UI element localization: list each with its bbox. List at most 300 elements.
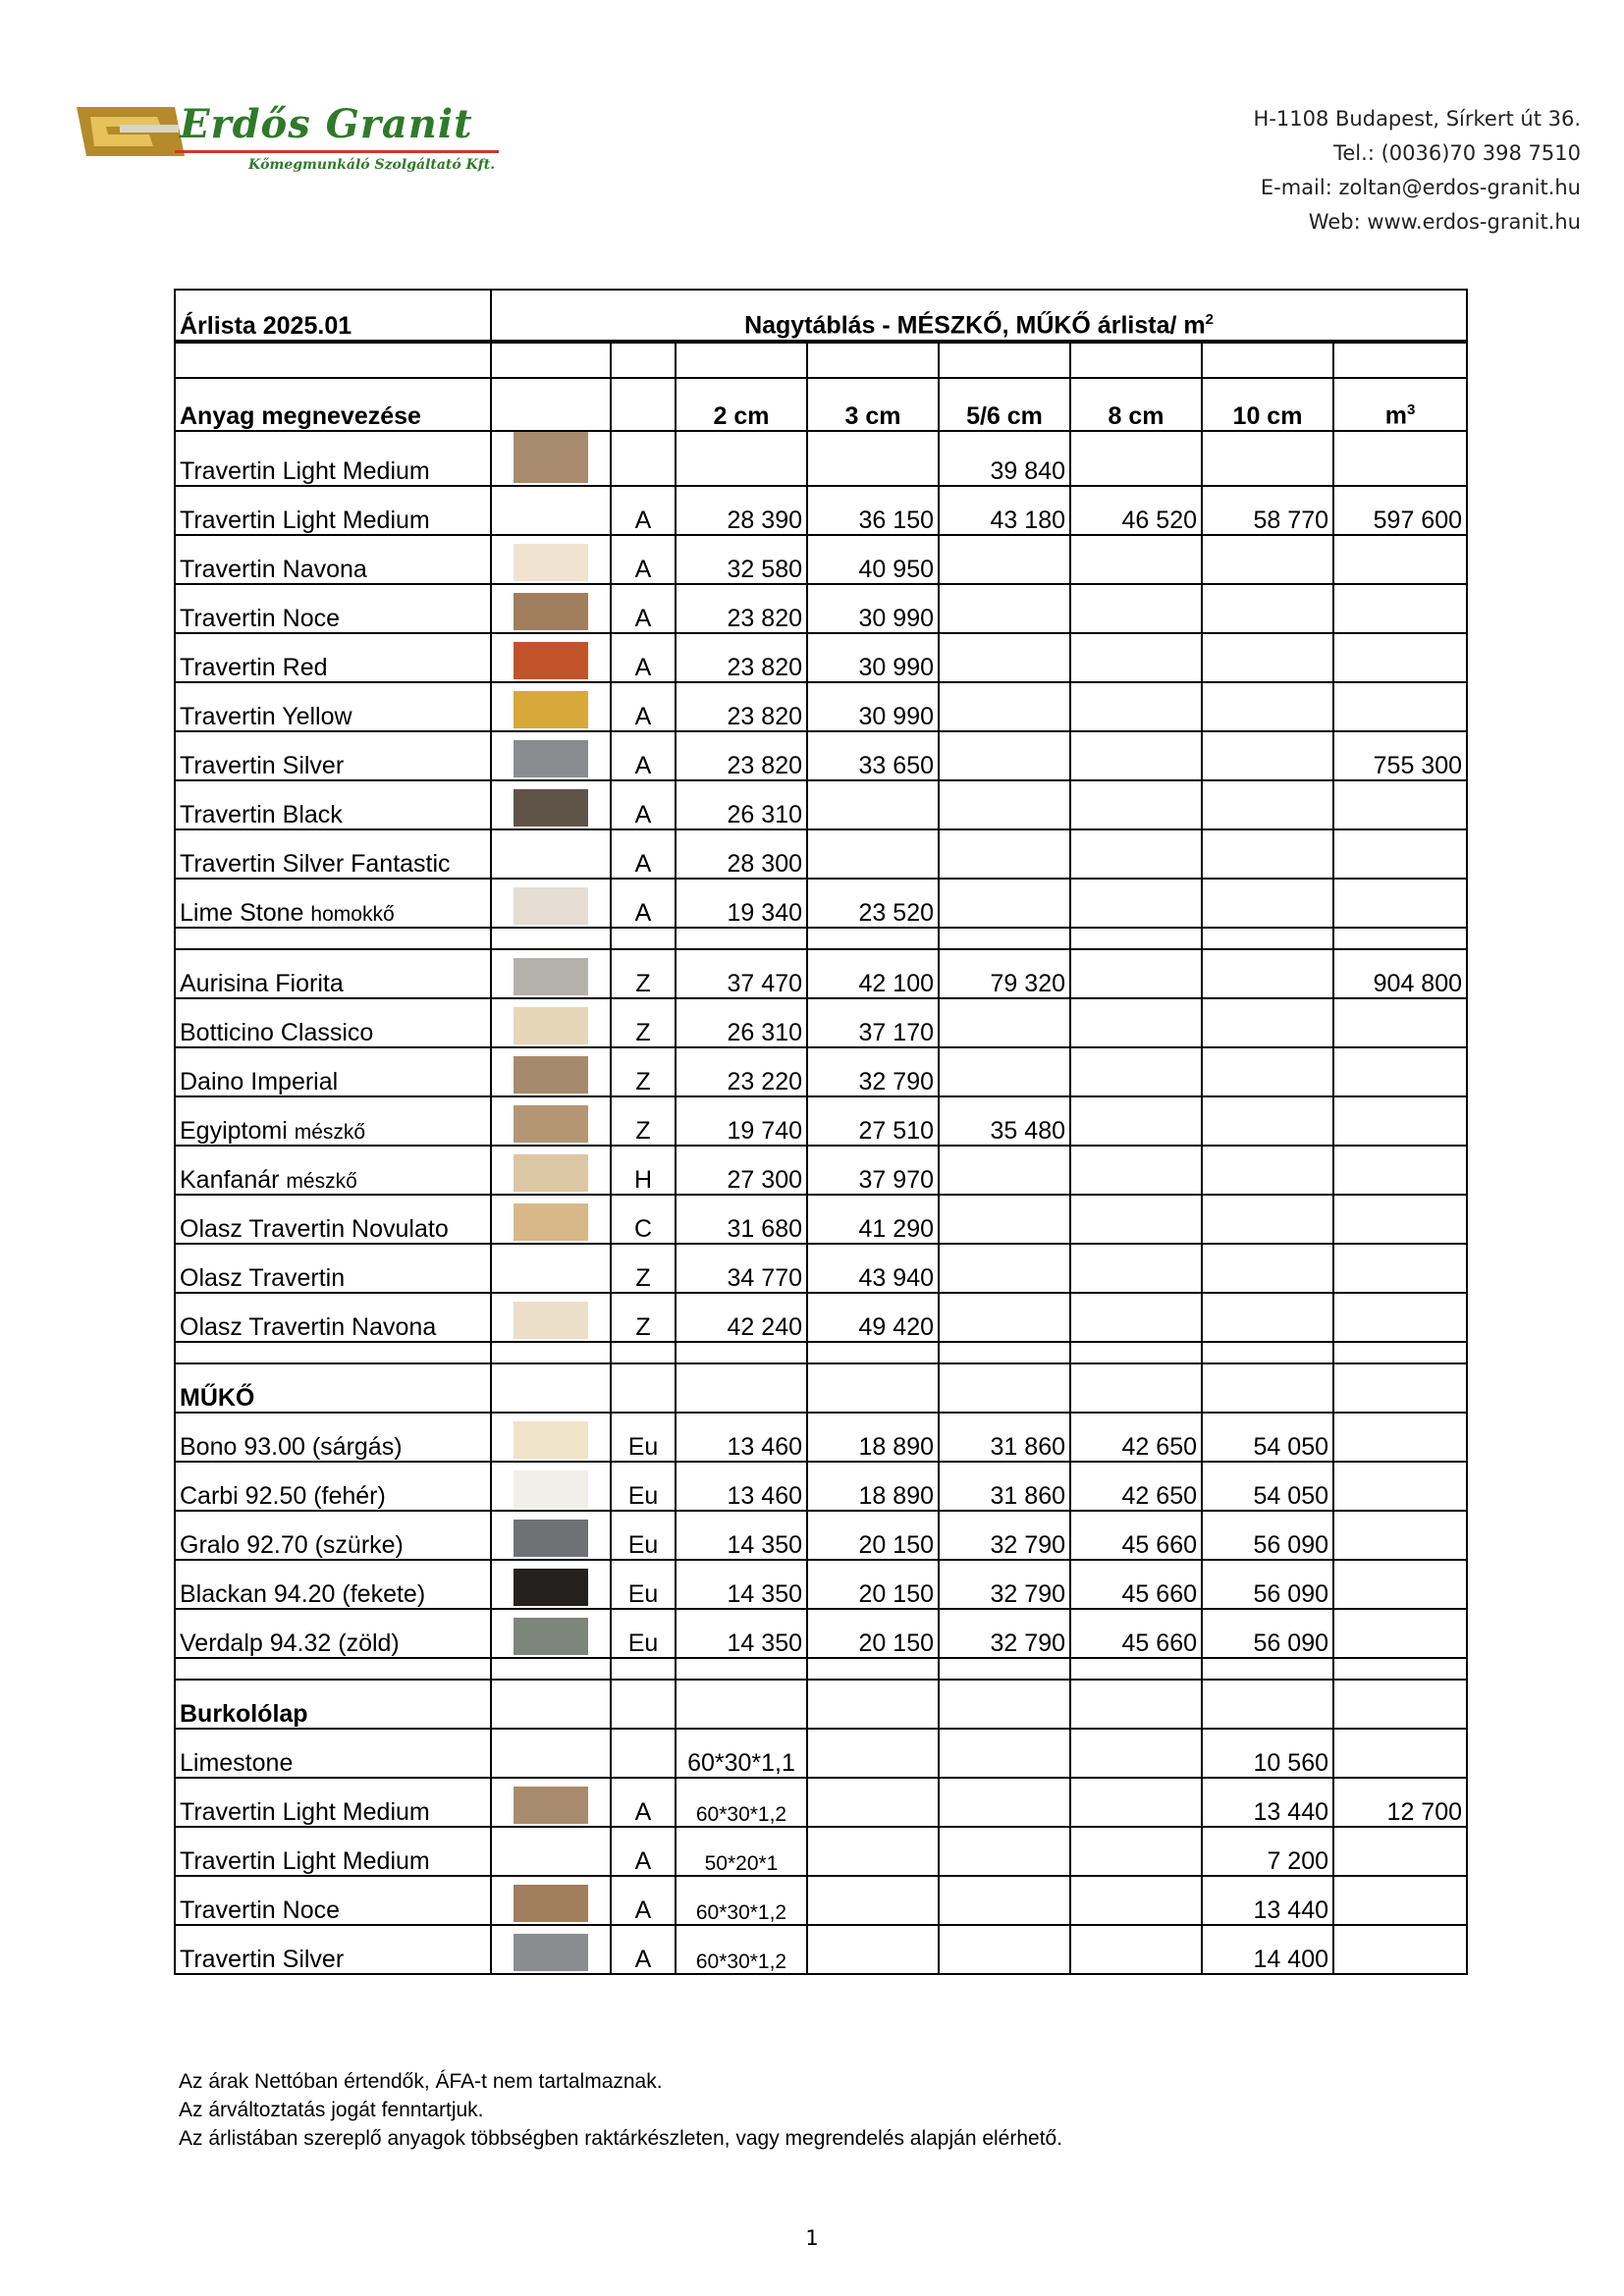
- empty-cell: [1070, 1729, 1202, 1778]
- price-3cm: 20 150: [807, 1560, 939, 1609]
- price-56cm: [939, 535, 1070, 584]
- material-name: [175, 1511, 491, 1560]
- price-10cm: 54 050: [1202, 1413, 1333, 1462]
- price-m3: [1333, 1244, 1467, 1293]
- spacer-row: [175, 342, 1467, 378]
- empty-cell: [1070, 1925, 1202, 1974]
- price-m3: [1333, 1146, 1467, 1195]
- price-10cm: [1202, 633, 1333, 682]
- empty-cell: [1202, 1658, 1333, 1680]
- price-3cm: 37 170: [807, 998, 939, 1047]
- price-3cm: 23 520: [807, 879, 939, 928]
- price-m3: [1333, 1609, 1467, 1658]
- table-row: [175, 1925, 1467, 1974]
- section-title: MŰKŐ: [175, 1363, 491, 1413]
- empty-cell: [676, 1680, 807, 1729]
- stone-swatch: [514, 1421, 588, 1459]
- price-8cm: [1070, 1146, 1202, 1195]
- swatch-cell: [491, 535, 611, 584]
- material-name: [175, 1876, 491, 1925]
- material-name: [175, 1047, 491, 1096]
- empty-cell: [611, 928, 676, 949]
- grade: H: [611, 1146, 676, 1195]
- tile-size: 60*30*1,1: [676, 1729, 807, 1778]
- price-10cm: [1202, 584, 1333, 633]
- price-8cm: [1070, 879, 1202, 928]
- grade: A: [611, 1925, 676, 1974]
- price-2cm: 23 820: [676, 731, 807, 780]
- swatch-cell: [491, 1293, 611, 1342]
- material-name: [175, 998, 491, 1047]
- swatch-cell: [491, 998, 611, 1047]
- empty-cell: [611, 1363, 676, 1413]
- material-name: [175, 486, 491, 535]
- price-8cm: [1070, 998, 1202, 1047]
- empty-cell: [175, 1658, 491, 1680]
- logo-tagline: Kőmegmunkáló Szolgáltató Kft.: [248, 157, 496, 173]
- material-name-text: Olasz Travertin Novulato: [180, 1214, 449, 1243]
- price-m3: [1333, 1293, 1467, 1342]
- material-name-text: Travertin Silver: [180, 1945, 345, 1973]
- empty-cell: [1070, 928, 1202, 949]
- material-name: [175, 1413, 491, 1462]
- grade: Z: [611, 1244, 676, 1293]
- price-m3: [1333, 1560, 1467, 1609]
- price-2cm: 42 240: [676, 1293, 807, 1342]
- logo-title: Erdős Granit: [180, 101, 473, 147]
- notes: [179, 2067, 1062, 2153]
- price-10cm: [1202, 431, 1333, 486]
- price-3cm: 27 510: [807, 1096, 939, 1146]
- grade: Z: [611, 1047, 676, 1096]
- table-row: [175, 1876, 1467, 1925]
- table-row: [175, 1778, 1467, 1827]
- price-m3: [1333, 1096, 1467, 1146]
- swatch-cell: [491, 780, 611, 829]
- swatch-cell: [491, 1560, 611, 1609]
- price-56cm: 39 840: [939, 431, 1070, 486]
- price-8cm: [1070, 1293, 1202, 1342]
- price-10cm: [1202, 682, 1333, 731]
- price-2cm: 37 470: [676, 949, 807, 998]
- empty-cell: [939, 1729, 1070, 1778]
- spacer-row: [175, 1658, 1467, 1680]
- stone-swatch: [514, 691, 588, 728]
- price-2cm: 14 350: [676, 1609, 807, 1658]
- price-8cm: [1070, 780, 1202, 829]
- price-8cm: [1070, 584, 1202, 633]
- price-56cm: [939, 1293, 1070, 1342]
- company-logo: [77, 103, 509, 191]
- price-56cm: [939, 998, 1070, 1047]
- price-8cm: [1070, 1244, 1202, 1293]
- stone-swatch: [514, 1618, 588, 1655]
- price-56cm: 31 860: [939, 1413, 1070, 1462]
- grade: A: [611, 584, 676, 633]
- grade: A: [611, 486, 676, 535]
- price-8cm: [1070, 829, 1202, 879]
- column-header-row: [175, 378, 1467, 431]
- table-row: [175, 829, 1467, 879]
- col-10cm: 10 cm: [1202, 378, 1333, 431]
- swatch-cell: [491, 584, 611, 633]
- price-3cm: 30 990: [807, 584, 939, 633]
- table-heading: Nagytáblás - MÉSZKŐ, MŰKŐ árlista/ $m^2$: [491, 290, 1467, 342]
- section-muko: [175, 1363, 1467, 1413]
- price-56cm: 43 180: [939, 486, 1070, 535]
- price-2cm: 13 460: [676, 1462, 807, 1511]
- price-2cm: 14 350: [676, 1511, 807, 1560]
- col-56cm: 5/6 cm: [939, 378, 1070, 431]
- stone-swatch: [514, 593, 588, 630]
- empty-cell: [491, 1680, 611, 1729]
- spacer-row: [175, 928, 1467, 949]
- material-name-text: Travertin Light Medium: [180, 456, 430, 485]
- swatch-cell: [491, 879, 611, 928]
- empty-cell: [807, 1658, 939, 1680]
- empty-cell: [491, 1342, 611, 1363]
- note-net-prices: Az árak Nettóban értendők, ÁFA-t nem tartalmaznak.: [179, 2070, 663, 2093]
- table-row: [175, 633, 1467, 682]
- material-name: [175, 1096, 491, 1146]
- material-name-text: Verdalp 94.32 (zöld): [180, 1629, 400, 1657]
- price-2cm: 28 390: [676, 486, 807, 535]
- material-name-text: Travertin Silver Fantastic: [180, 849, 451, 878]
- price-8cm: [1070, 1195, 1202, 1244]
- price-3cm: 18 890: [807, 1413, 939, 1462]
- stone-swatch: [514, 1203, 588, 1241]
- empty-cell: [939, 1827, 1070, 1876]
- table-row: [175, 998, 1467, 1047]
- price-10cm: [1202, 949, 1333, 998]
- price-10cm: [1202, 1195, 1333, 1244]
- price-8cm: 42 650: [1070, 1462, 1202, 1511]
- material-name: [175, 682, 491, 731]
- empty-cell: [1202, 928, 1333, 949]
- stone-swatch: [514, 1154, 588, 1192]
- price-10cm: 54 050: [1202, 1462, 1333, 1511]
- price-m3: [1333, 1511, 1467, 1560]
- price-3cm: 20 150: [807, 1609, 939, 1658]
- empty-cell: [1070, 1778, 1202, 1827]
- empty-cell: [1333, 1363, 1467, 1413]
- price-56cm: 32 790: [939, 1511, 1070, 1560]
- material-name-text: Gralo 92.70 (szürke): [180, 1530, 404, 1559]
- price-10cm: [1202, 829, 1333, 879]
- table-row: [175, 1146, 1467, 1195]
- price-2cm: 19 340: [676, 879, 807, 928]
- price-10cm: [1202, 731, 1333, 780]
- swatch-cell: [491, 949, 611, 998]
- material-name: [175, 829, 491, 879]
- material-type: mészkő: [286, 1169, 357, 1193]
- price-56cm: [939, 633, 1070, 682]
- col-2cm: 2 cm: [676, 378, 807, 431]
- phone: Tel.: (0036)70 398 7510: [1333, 141, 1581, 165]
- price-2cm: 14 350: [676, 1560, 807, 1609]
- material-name-text: Travertin Navona: [180, 555, 367, 583]
- empty-cell: [939, 1342, 1070, 1363]
- section-burkolo: [175, 1680, 1467, 1729]
- price-56cm: [939, 731, 1070, 780]
- grade: Z: [611, 1293, 676, 1342]
- material-name: [175, 584, 491, 633]
- stone-swatch: [514, 544, 588, 581]
- page-number: 1: [805, 2226, 819, 2250]
- price-10cm: 56 090: [1202, 1609, 1333, 1658]
- price-10cm: [1202, 998, 1333, 1047]
- stone-swatch: [514, 432, 588, 483]
- price-2cm: 19 740: [676, 1096, 807, 1146]
- table-row: [175, 535, 1467, 584]
- table-title-row: [175, 290, 1467, 342]
- empty-cell: [1333, 928, 1467, 949]
- website[interactable]: Web: www.erdos-granit.hu: [1308, 210, 1581, 234]
- price-2cm: 28 300: [676, 829, 807, 879]
- price-56cm: [939, 1244, 1070, 1293]
- price-2cm: 27 300: [676, 1146, 807, 1195]
- empty-cell: [611, 1658, 676, 1680]
- empty-cell: [1202, 1363, 1333, 1413]
- grade: [611, 1729, 676, 1778]
- note-availability: Az árlistában szereplő anyagok többségben raktárkészleten, vagy megrendelés alapján elérhető.: [179, 2127, 1063, 2150]
- col-8cm: 8 cm: [1070, 378, 1202, 431]
- logo-underline: [175, 150, 499, 153]
- empty-cell: [807, 1680, 939, 1729]
- price-3cm: [807, 780, 939, 829]
- price-m3: [1333, 1413, 1467, 1462]
- swatch-cell: [491, 1729, 611, 1778]
- price-3cm: 32 790: [807, 1047, 939, 1096]
- table-row: [175, 1413, 1467, 1462]
- price-2cm: 26 310: [676, 780, 807, 829]
- material-name-text: Blackan 94.20 (fekete): [180, 1579, 426, 1608]
- price-10cm: [1202, 780, 1333, 829]
- grade: Eu: [611, 1511, 676, 1560]
- col-name: Anyag megnevezése: [175, 378, 491, 431]
- empty-cell: [1070, 1680, 1202, 1729]
- stone-swatch: [514, 958, 588, 995]
- price-m3: [1333, 431, 1467, 486]
- stone-swatch: [514, 1056, 588, 1094]
- grade: A: [611, 731, 676, 780]
- table-row: [175, 431, 1467, 486]
- price-m3: 904 800: [1333, 949, 1467, 998]
- price-2cm: 13 460: [676, 1413, 807, 1462]
- price-8cm: 42 650: [1070, 1413, 1202, 1462]
- price-3cm: [807, 431, 939, 486]
- grade: A: [611, 879, 676, 928]
- empty-cell: [175, 1342, 491, 1363]
- price-56cm: [939, 1047, 1070, 1096]
- price-8cm: [1070, 949, 1202, 998]
- table-row: [175, 1047, 1467, 1096]
- price-8cm: 46 520: [1070, 486, 1202, 535]
- price-2cm: 26 310: [676, 998, 807, 1047]
- table-row: [175, 1244, 1467, 1293]
- empty-cell: [1070, 1827, 1202, 1876]
- material-name-text: Carbi 92.50 (fehér): [180, 1481, 386, 1510]
- price-8cm: 45 660: [1070, 1609, 1202, 1658]
- price-10cm: [1202, 1096, 1333, 1146]
- price-8cm: [1070, 535, 1202, 584]
- grade: Eu: [611, 1560, 676, 1609]
- price-3cm: 30 990: [807, 633, 939, 682]
- material-name-text: Egyiptomi: [180, 1116, 288, 1145]
- price-m3: [1333, 535, 1467, 584]
- material-name: [175, 1244, 491, 1293]
- swatch-cell: [491, 1876, 611, 1925]
- material-name-text: Aurisina Fiorita: [180, 969, 344, 997]
- swatch-cell: [491, 1195, 611, 1244]
- price-m3: [1333, 633, 1467, 682]
- table-row: [175, 879, 1467, 928]
- empty-cell: [807, 1363, 939, 1413]
- price-m3: [1333, 829, 1467, 879]
- price-table: [174, 289, 1468, 1975]
- price-56cm: [939, 829, 1070, 879]
- grade: A: [611, 1827, 676, 1876]
- swatch-cell: [491, 1827, 611, 1876]
- table-row: [175, 1096, 1467, 1146]
- empty-cell: [939, 1658, 1070, 1680]
- price-10cm: [1202, 1047, 1333, 1096]
- material-name: [175, 1560, 491, 1609]
- material-name-text: Bono 93.00 (sárgás): [180, 1432, 403, 1461]
- price-10cm: [1202, 1146, 1333, 1195]
- stone-swatch: [514, 887, 588, 925]
- price-2cm: 32 580: [676, 535, 807, 584]
- table-row: [175, 682, 1467, 731]
- swatch-cell: [491, 1511, 611, 1560]
- grade: Eu: [611, 1413, 676, 1462]
- material-name: [175, 1827, 491, 1876]
- price-3cm: 49 420: [807, 1293, 939, 1342]
- grade: [611, 431, 676, 486]
- stone-swatch: [514, 1787, 588, 1824]
- price-m3: [1333, 879, 1467, 928]
- empty-cell: [807, 1778, 939, 1827]
- swatch-cell: [491, 1047, 611, 1096]
- price-m3: [1333, 1047, 1467, 1096]
- price-8cm: [1070, 682, 1202, 731]
- price-3cm: 41 290: [807, 1195, 939, 1244]
- grade: Eu: [611, 1462, 676, 1511]
- material-name: [175, 1925, 491, 1974]
- empty-cell: [807, 928, 939, 949]
- swatch-cell: [491, 682, 611, 731]
- material-name: [175, 431, 491, 486]
- price-m3: [1333, 1195, 1467, 1244]
- price-2cm: 23 820: [676, 682, 807, 731]
- price-10cm: 56 090: [1202, 1511, 1333, 1560]
- empty-cell: [611, 1680, 676, 1729]
- material-name-text: Botticino Classico: [180, 1018, 374, 1046]
- price-10cm: 10 560: [1202, 1729, 1333, 1778]
- price-8cm: [1070, 1047, 1202, 1096]
- table-row: [175, 731, 1467, 780]
- swatch-cell: [491, 1925, 611, 1974]
- material-name-text: Daino Imperial: [180, 1067, 339, 1095]
- table-row: [175, 949, 1467, 998]
- grade: A: [611, 535, 676, 584]
- material-name-text: Travertin Silver: [180, 751, 345, 779]
- price-56cm: [939, 682, 1070, 731]
- empty-cell: [939, 1876, 1070, 1925]
- material-name: [175, 879, 491, 928]
- logo-emblem-icon: [77, 107, 185, 156]
- stone-swatch: [514, 1470, 588, 1508]
- material-name-text: Kanfanár: [180, 1165, 280, 1194]
- empty-cell: [939, 1363, 1070, 1413]
- empty-cell: [807, 1925, 939, 1974]
- price-3cm: 43 940: [807, 1244, 939, 1293]
- price-10cm: 13 440: [1202, 1778, 1333, 1827]
- empty-cell: [807, 1876, 939, 1925]
- empty-cell: [939, 1778, 1070, 1827]
- stone-swatch: [514, 1934, 588, 1971]
- price-56cm: [939, 1195, 1070, 1244]
- stone-swatch: [514, 1007, 588, 1044]
- price-2cm: 23 820: [676, 584, 807, 633]
- price-56cm: [939, 1146, 1070, 1195]
- spacer-row: [175, 1342, 1467, 1363]
- material-name: [175, 1146, 491, 1195]
- swatch-cell: [491, 829, 611, 879]
- swatch-cell: [491, 1146, 611, 1195]
- grade: C: [611, 1195, 676, 1244]
- price-10cm: [1202, 879, 1333, 928]
- grade: A: [611, 780, 676, 829]
- table-row: [175, 1195, 1467, 1244]
- price-56cm: [939, 584, 1070, 633]
- grade: A: [611, 633, 676, 682]
- material-name: [175, 1729, 491, 1778]
- section-title: Burkolólap: [175, 1680, 491, 1729]
- table-row: [175, 584, 1467, 633]
- table-row: [175, 486, 1467, 535]
- price-m3: [1333, 1827, 1467, 1876]
- table-row: [175, 1462, 1467, 1511]
- price-56cm: [939, 780, 1070, 829]
- swatch-cell: [491, 731, 611, 780]
- swatch-cell: [491, 1244, 611, 1293]
- empty-cell: [676, 1363, 807, 1413]
- price-2cm: 23 220: [676, 1047, 807, 1096]
- empty-cell: [491, 1658, 611, 1680]
- material-type: mészkő: [294, 1120, 366, 1144]
- table-row: [175, 1609, 1467, 1658]
- price-m3: [1333, 1876, 1467, 1925]
- empty-cell: [807, 1342, 939, 1363]
- swatch-cell: [491, 633, 611, 682]
- tile-size: 60*30*1,2: [676, 1925, 807, 1974]
- price-3cm: 20 150: [807, 1511, 939, 1560]
- price-m3: 597 600: [1333, 486, 1467, 535]
- empty-cell: [611, 1342, 676, 1363]
- stone-swatch: [514, 1520, 588, 1557]
- price-m3: [1333, 1729, 1467, 1778]
- price-56cm: 35 480: [939, 1096, 1070, 1146]
- material-name: [175, 949, 491, 998]
- email[interactable]: E-mail: zoltan@erdos-granit.hu: [1260, 176, 1581, 199]
- material-name-text: Olasz Travertin Navona: [180, 1312, 437, 1341]
- empty-cell: [1070, 1363, 1202, 1413]
- swatch-cell: [491, 1609, 611, 1658]
- price-10cm: 7 200: [1202, 1827, 1333, 1876]
- price-56cm: [939, 879, 1070, 928]
- swatch-cell: [491, 1413, 611, 1462]
